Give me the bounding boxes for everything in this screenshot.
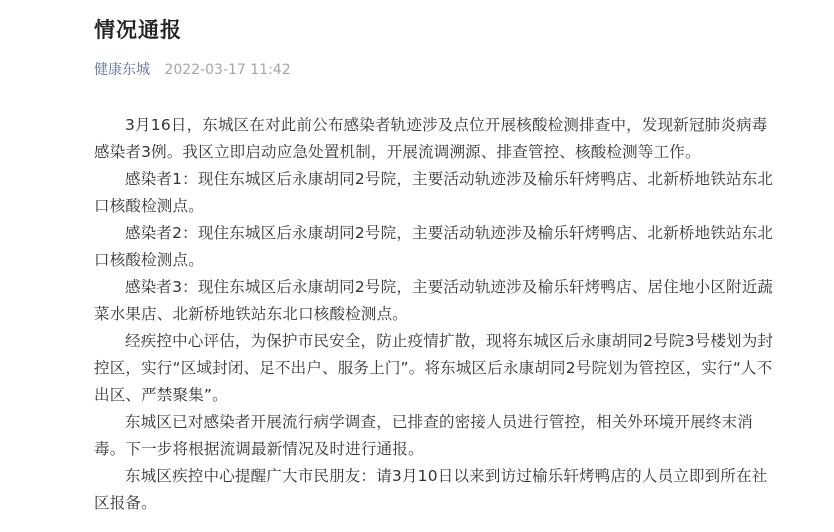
paragraph-case-2: 感染者2：现住东城区后永康胡同2号院，主要活动轨迹涉及榆乐轩烤鸭店、北新桥地铁站东北口核酸检测点。 [94,224,774,269]
publish-time: 2022-03-17 11:42 [164,62,291,78]
article-meta [94,59,291,79]
paragraph-case-1: 感染者1：现住东城区后永康胡同2号院，主要活动轨迹涉及榆乐轩烤鸭店、北新桥地铁站东北口核酸检测点。 [94,170,774,215]
paragraph-control-zones: 经疾控中心评估，为保护市民安全，防止疫情扩散，现将东城区后永康胡同2号院3号楼划为封控区，实行“区域封闭、足不出户、服务上门”。将东城区后永康胡同2号院划为管控区，实行“人不出区、严禁聚集”。 [94,332,774,404]
article-title: 情况通报 [94,18,182,42]
account-name-link[interactable]: 健康东城 [94,62,150,78]
paragraph-case-3: 感染者3：现住东城区后永康胡同2号院，主要活动轨迹涉及榆乐轩烤鸭店、居住地小区附近蔬菜水果店、北新桥地铁站东北口核酸检测点。 [94,278,774,323]
article-body [94,112,774,517]
paragraph-reminder: 东城区疾控中心提醒广大市民朋友：请3月10日以来到访过榆乐轩烤鸭店的人员立即到所在社区报备。 [94,467,768,512]
paragraph-summary: 3月16日，东城区在对此前公布感染者轨迹涉及点位开展核酸检测排查中，发现新冠肺炎病毒感染者3例。我区立即启动应急处置机制，开展流调溯源、排查管控、核酸检测等工作。 [94,116,768,161]
paragraph-investigation: 东城区已对感染者开展流行病学调查，已排查的密接人员进行管控，相关外环境开展终末消毒。下一步将根据流调最新情况及时进行通报。 [94,413,754,458]
